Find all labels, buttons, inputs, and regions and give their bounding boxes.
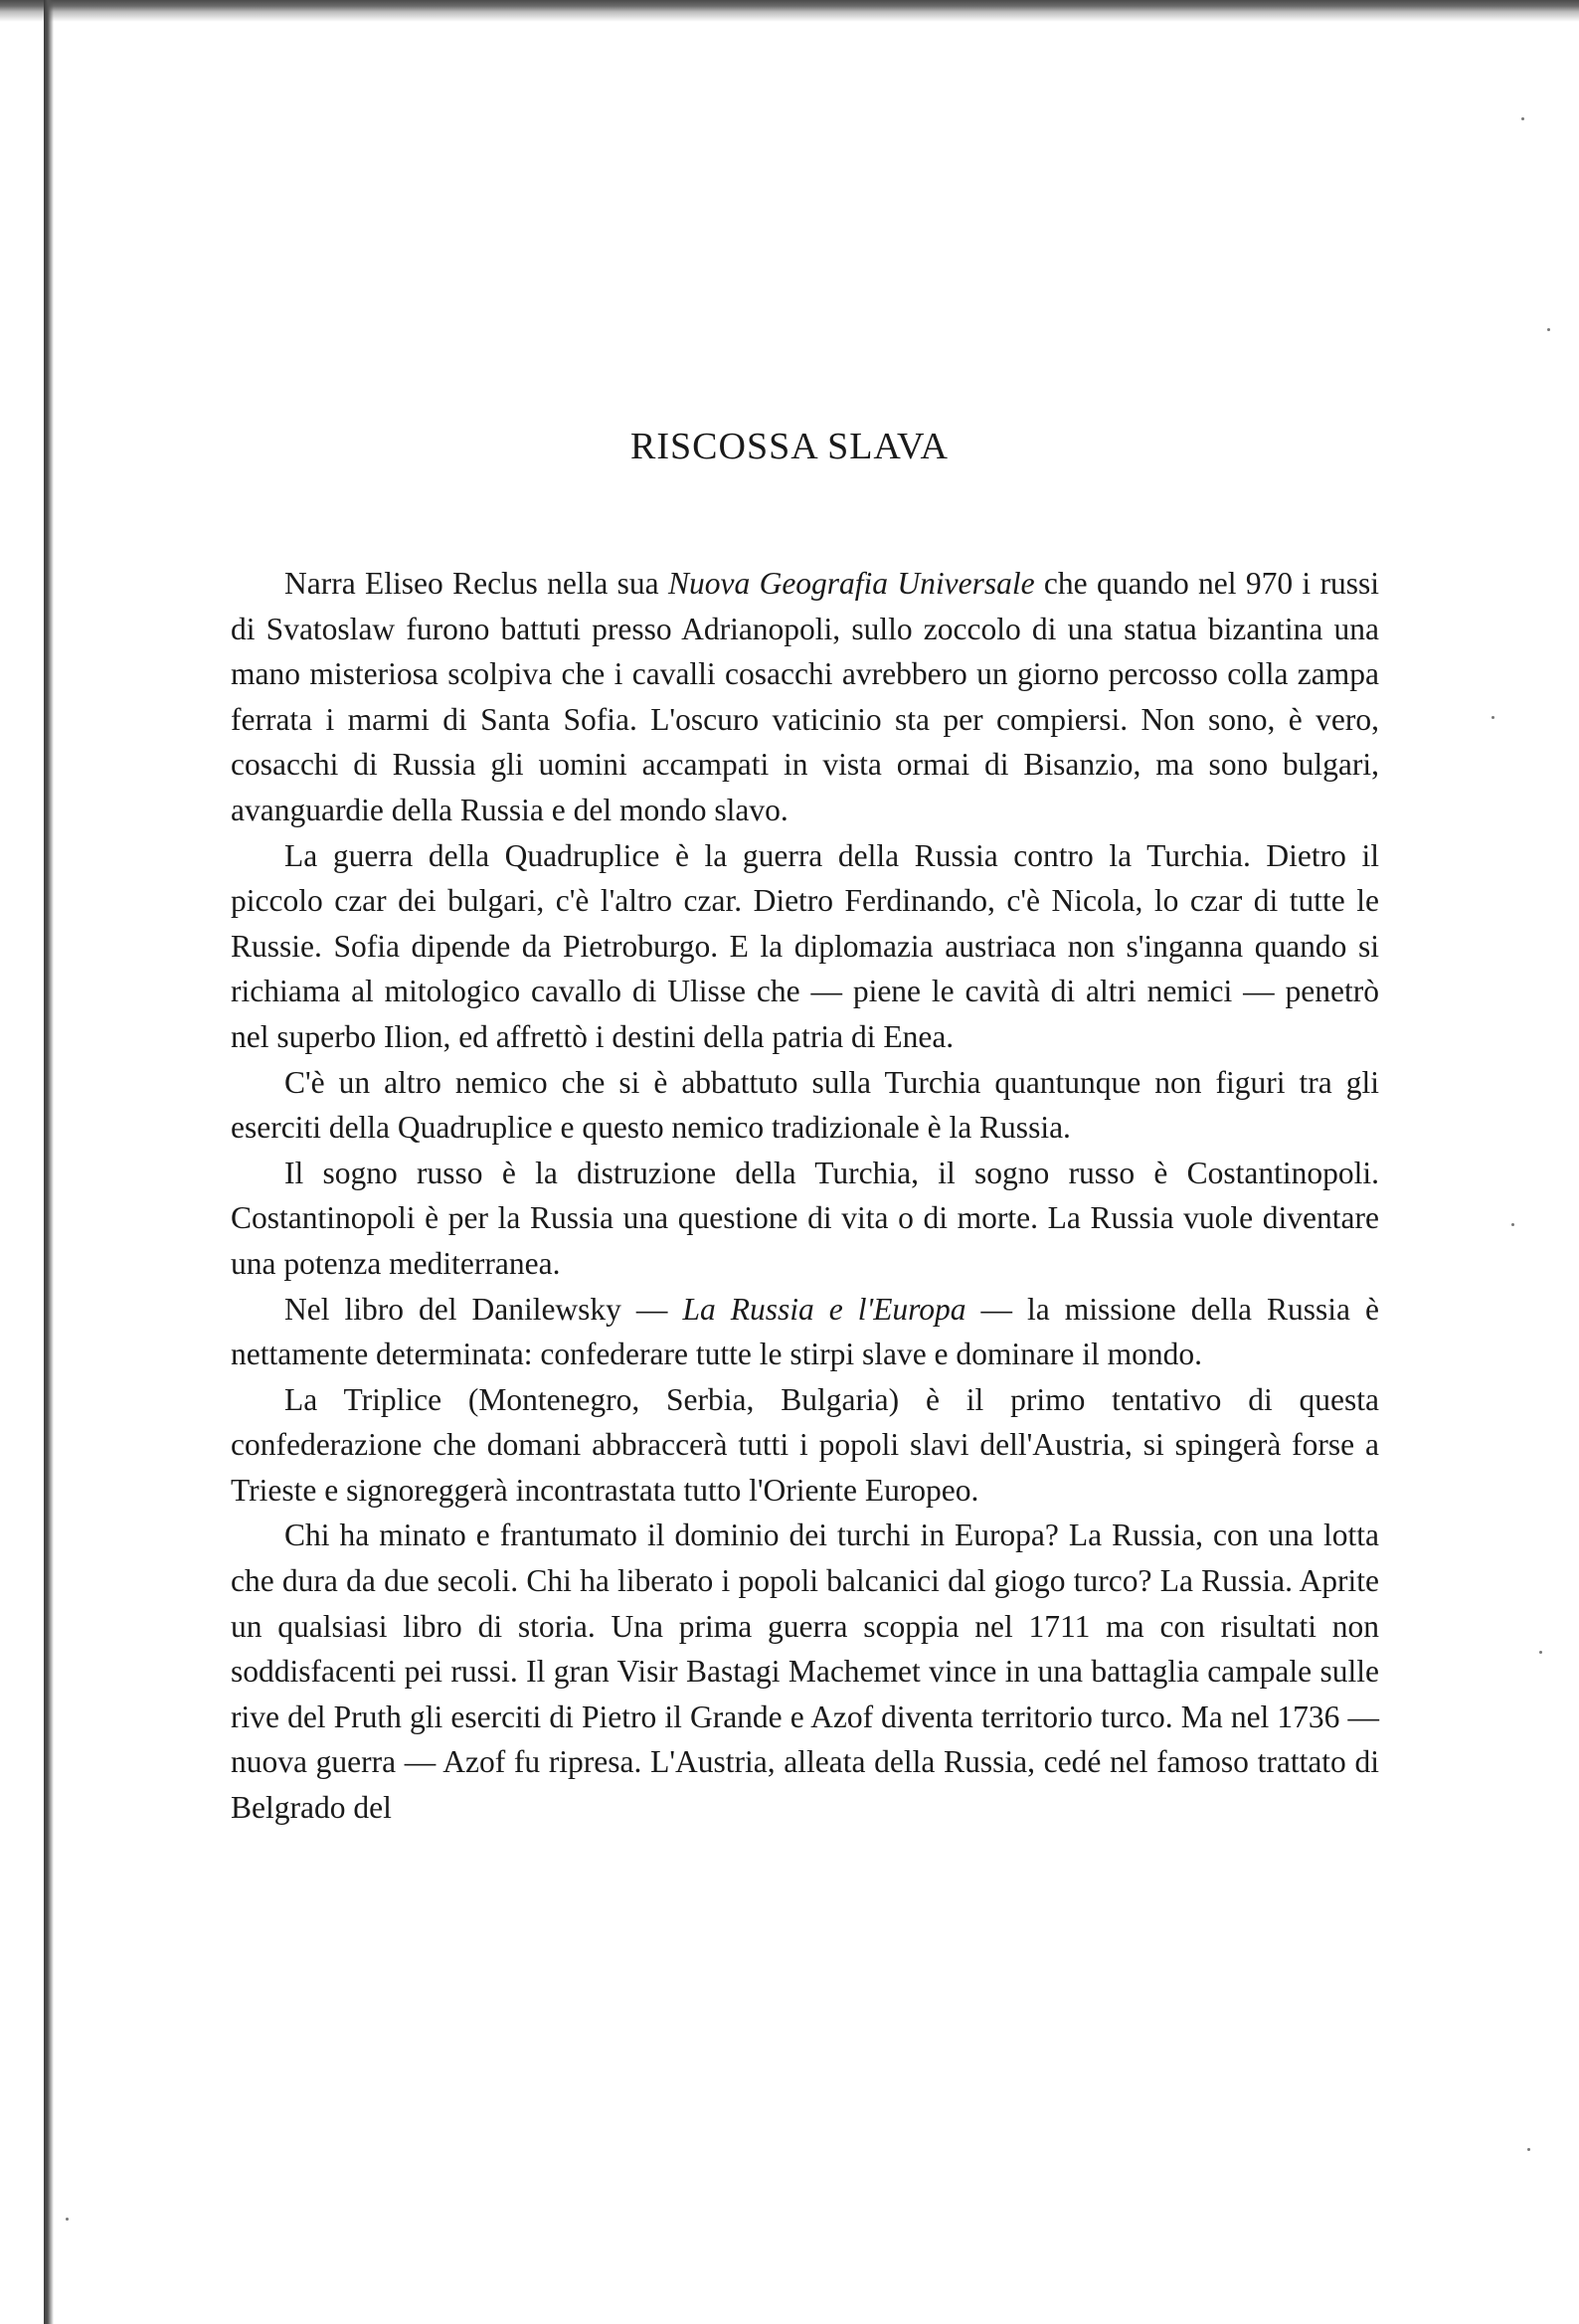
page-margin-left [0, 0, 44, 2324]
paragraph: Narra Eliseo Reclus nella sua Nuova Geografia Universale che quando nel 970 i russi di Svatoslaw furono battuti presso Adrianopoli, sullo zoccolo di una statua bizantina una mano misteriosa scolpiva che i cavalli cosacchi avrebbero un giorno percosso colla zampa ferrata i marmi di Santa Sofia. L'oscuro vaticinio sta per compiersi. Non sono, è vero, cosacchi di Russia gli uomini accampati in vista ormai di Bisanzio, ma sono bulgari, avanguardie della Russia e del mondo slavo. [231, 566, 1380, 827]
body-text [231, 561, 1379, 1831]
scan-binding-edge [44, 0, 54, 2324]
scan-speckle [1521, 117, 1524, 120]
paragraph: Il sogno russo è la distruzione della Turchia, il sogno russo è Costantinopoli. Costantinopoli è per la Russia una questione di vita o di morte. La Russia vuole diventare una potenza mediterranea. [231, 1155, 1379, 1281]
scan-speckle [66, 2218, 69, 2221]
paragraph: La Triplice (Montenegro, Serbia, Bulgaria) è il primo tentativo di questa confederazione che domani abbraccerà tutti i popoli slavi dell'Austria, si spingerà forse a Trieste e signoreggerà incontrastata tutto l'Oriente Europeo. [231, 1381, 1379, 1508]
paragraph: Chi ha minato e frantumato il dominio dei turchi in Europa? La Russia, con una lotta che dura da due secoli. Chi ha liberato i popoli balcanici dal giogo turco? La Russia. Aprite un qualsiasi libro di storia. Una prima guerra scoppia nel 1711 ma con risultati non soddisfacenti pei russi. Il gran Visir Bastagi Machemet vince in una battaglia campale sulle rive del Pruth gli eserciti di Pietro il Grande e Azof diventa territorio turco. Ma nel 1736 — nuova guerra — Azof fu ripresa. L'Austria, alleata della Russia, cedé nel famoso trattato di Belgrado del [231, 1518, 1379, 1826]
scan-speckle [1511, 1223, 1514, 1226]
paragraph: C'è un altro nemico che si è abbattuto sulla Turchia quantunque non figuri tra gli eserciti della Quadruplice e questo nemico tradizionale è la Russia. [231, 1064, 1379, 1146]
scan-speckle [1547, 328, 1550, 331]
paragraph: Nel libro del Danilewsky — La Russia e l'Europa — la missione della Russia è nettamente determinata: confederare tutte le stirpi slave e dominare il mondo. [231, 1291, 1379, 1372]
scan-speckle [1527, 2148, 1530, 2151]
scan-speckle [1539, 1651, 1542, 1654]
scan-top-edge [0, 0, 1579, 22]
paragraph: La guerra della Quadruplice è la guerra della Russia contro la Turchia. Dietro il piccolo czar dei bulgari, c'è l'altro czar. Dietro Ferdinando, c'è Nicola, lo czar di tutte le Russie. Sofia dipende da Pietroburgo. E la diplomazia austriaca non s'inganna quando si richiama al mitologico cavallo di Ulisse che — piene le cavità di altri nemici — penetrò nel superbo Ilion, ed affrettò i destini della patria di Enea. [231, 837, 1379, 1054]
scan-speckle [1491, 716, 1494, 719]
page-title: RISCOSSA SLAVA [630, 426, 949, 467]
